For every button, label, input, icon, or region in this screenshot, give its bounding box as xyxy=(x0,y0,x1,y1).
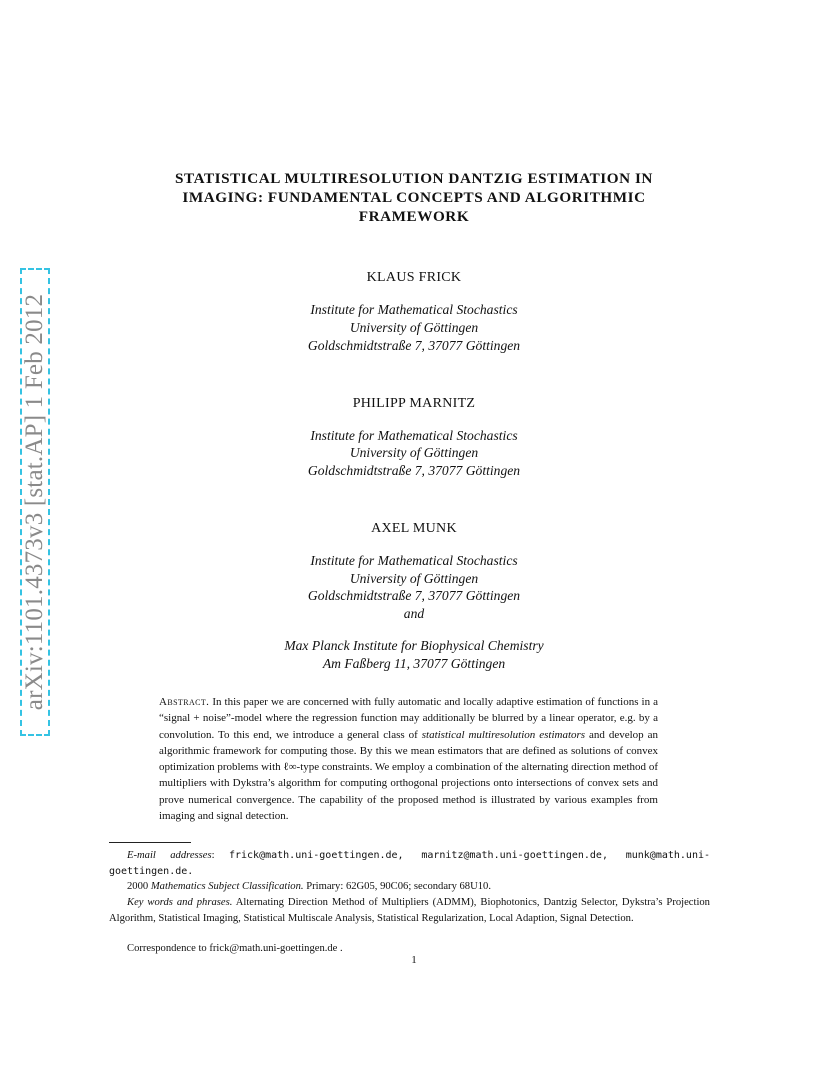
msc-year: 2000 xyxy=(127,881,149,892)
author-name-1: KLAUS FRICK xyxy=(366,270,462,285)
footnote-msc xyxy=(109,879,710,895)
footnote-correspondence: Correspondence to frick@math.uni-goettingen.de . xyxy=(127,943,343,954)
author-1-affiliation-line: Goldschmidtstraße 7, 37077 Göttingen xyxy=(307,338,521,353)
abstract-text: In this paper we are concerned with fully automatic and locally adaptive estimation of functions in a “signal + noise”-model where the regression function may additionally be blurred by a linear operator, e.g. by a convolution. To this end, we introduce a general class of xyxy=(159,696,659,741)
author-3-second-affiliation-line: Max Planck Institute for Biophysical Chemistry xyxy=(284,638,544,653)
msc-text: Primary: 62G05, 90C06; secondary 68U10. xyxy=(306,881,491,892)
abstract xyxy=(159,694,658,824)
arxiv-identifier: arXiv:1101.4373v3 [stat.AP] 1 Feb 2012 xyxy=(21,293,48,711)
title-line-3: FRAMEWORK xyxy=(358,208,470,225)
author-name-3: AXEL MUNK xyxy=(371,521,457,536)
author-name-2: PHILIPP MARNITZ xyxy=(352,396,476,411)
author-3-affiliation-line: Institute for Mathematical Stochastics xyxy=(310,553,518,568)
author-3-affiliation-line: Goldschmidtstraße 7, 37077 Göttingen xyxy=(307,588,521,603)
abstract-label: Abstract. xyxy=(159,696,210,708)
title-line-2: IMAGING: FUNDAMENTAL CONCEPTS AND ALGORITHMIC xyxy=(182,189,646,206)
author-2-affiliation-line: Institute for Mathematical Stochastics xyxy=(310,428,518,443)
author-1-affiliation-line: University of Göttingen xyxy=(349,320,479,335)
footnote-keywords xyxy=(109,895,710,926)
page-number: 1 xyxy=(411,954,417,966)
author-3-second-affiliation-line: Am Faßberg 11, 37077 Göttingen xyxy=(322,656,506,671)
keywords-text: Alternating Direction Method of Multipliers (ADMM), Biophotonics, Dantzig Selector, Dykstra’s Projection Algorithm, Statistical Imaging, Statistical Multiscale Analysis, Statistical Regularization, Local Adaption, Signal Detection. xyxy=(109,897,710,924)
title-line-1: STATISTICAL MULTIRESOLUTION DANTZIG ESTIMATION IN xyxy=(175,170,653,187)
footnote-emails: E-mail addresses: frick@math.uni-goettingen.de, marnitz@math.uni-goettingen.de, munk@math.uni-goettingen.de. xyxy=(109,850,711,877)
author-3-affiliation-line: University of Göttingen xyxy=(349,571,479,586)
footnote-rule xyxy=(109,842,191,843)
abstract-emphasis: statistical multiresolution estimators xyxy=(421,728,586,741)
author-1-affiliation-line: Institute for Mathematical Stochastics xyxy=(310,302,518,317)
msc-label: Mathematics Subject Classification. xyxy=(150,881,304,892)
author-2-affiliation-line: Goldschmidtstraße 7, 37077 Göttingen xyxy=(307,463,521,478)
abstract-text: and develop an algorithmic framework for computing those. By this we mean estimators that are defined as solutions of convex optimization problems with ℓ∞-type constraints. We employ a combination of the alternating direction method of multipliers with Dykstra’s algorithm for computing orthogonal projections onto intersections of convex sets and prove numerical convergence. The capability of the proposed method is illustrated by various examples from imaging and signal detection. xyxy=(159,728,659,823)
email-addresses: frick@math.uni-goettingen.de, marnitz@math.uni-goettingen.de, munk@math.uni-goettingen.de. xyxy=(109,850,711,877)
keywords-label: Key words and phrases. xyxy=(127,897,233,908)
affiliation-conjunction: and xyxy=(403,606,425,621)
author-2-affiliation-line: University of Göttingen xyxy=(349,445,479,460)
email-label: E-mail addresses xyxy=(127,850,212,861)
